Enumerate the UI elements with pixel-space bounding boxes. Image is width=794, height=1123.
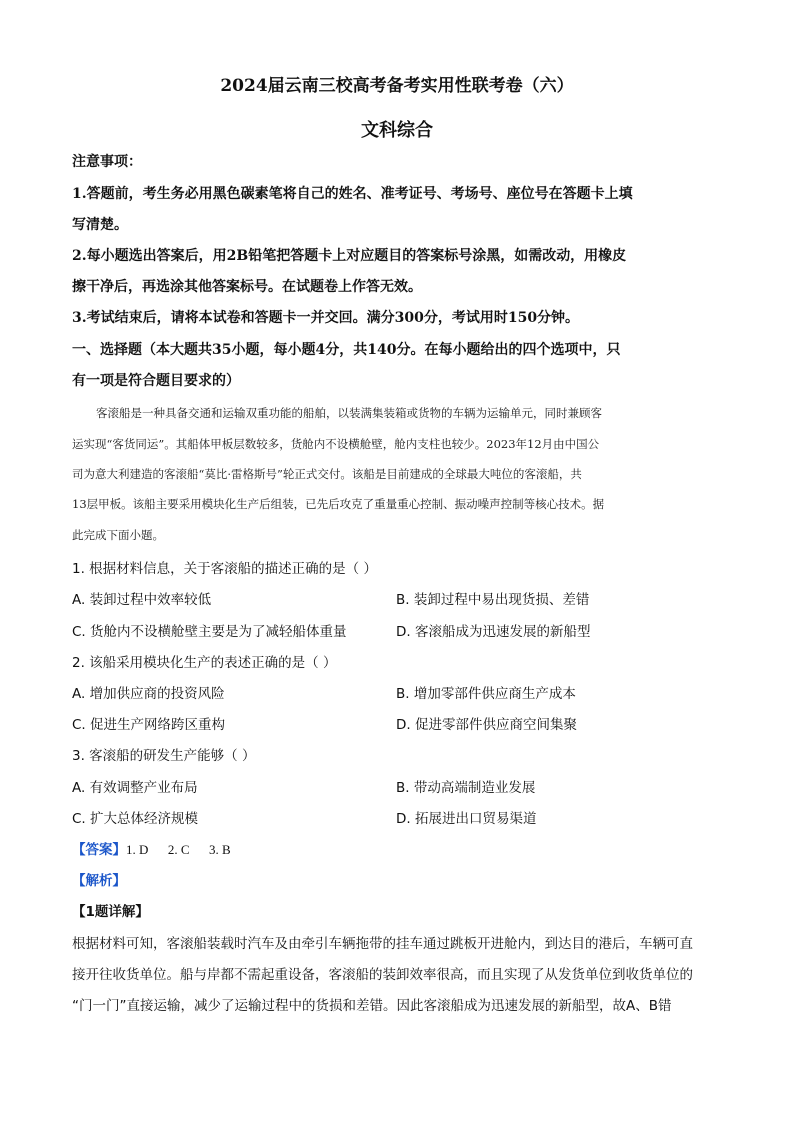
- exam-title: 2024届云南三校高考备考实用性联考卷（六）: [220, 76, 574, 96]
- notice-heading: 注意事项：: [72, 154, 142, 170]
- option-d: D. 促进零部件供应商空间集聚: [396, 717, 577, 733]
- option-b: B. 增加零部件供应商生产成本: [396, 686, 576, 702]
- material-line: 运实现“客货同运”。其船体甲板层数较多，货舱内不设横舱壁，舱内支柱也较少。2023年12月由中国公: [72, 437, 600, 451]
- detail-heading: 【1题详解】: [72, 904, 149, 920]
- material-line: 客滚船是一种具备交通和运输双重功能的船舶，以装满集装箱或货物的车辆为运输单元，同时兼顾客: [96, 406, 602, 420]
- explanation-line: 根据材料可知，客滚船装载时汽车及由牵引车辆拖带的挂车通过跳板开进舱内，到达目的港后，车辆可直: [72, 936, 693, 952]
- question-stem: 1. 根据材料信息，关于客滚船的描述正确的是（ ）: [72, 561, 377, 577]
- material-line: 此完成下面小题。: [72, 528, 164, 542]
- notice-line: 2.每小题选出答案后，用2B铅笔把答题卡上对应题目的答案标号涂黑，如需改动，用橡皮: [72, 248, 627, 264]
- subject-title: 文科综合: [361, 120, 433, 141]
- material-line: 13层甲板。该船主要采用模块化生产后组装，已先后攻克了重量重心控制、振动噪声控制等核心技术。据: [72, 497, 605, 511]
- section-heading: 有一项是符合题目要求的）: [72, 373, 240, 389]
- answer-line: [72, 838, 231, 858]
- explanation-line: “门一门”直接运输，减少了运输过程中的货损和差错。因此客滚船成为迅速发展的新船型，故A、B错: [72, 998, 672, 1014]
- answer-tag: 【答案】: [72, 842, 126, 858]
- explanation-line: 接开往收货单位。船与岸都不需起重设备，客滚船的装卸效率很高，而且实现了从发货单位到收货单位的: [72, 967, 693, 983]
- option-c: C. 货舱内不设横舱壁主要是为了减轻船体重量: [72, 624, 347, 640]
- option-b: B. 装卸过程中易出现货损、差错: [396, 592, 590, 608]
- option-a: A. 增加供应商的投资风险: [72, 686, 225, 702]
- question-stem: 2. 该船采用模块化生产的表述正确的是（ ）: [72, 655, 337, 671]
- option-c: C. 促进生产网络跨区重构: [72, 717, 226, 733]
- analysis-line: [72, 869, 126, 889]
- option-c: C. 扩大总体经济规模: [72, 811, 199, 827]
- analysis-tag: 【解析】: [72, 873, 126, 889]
- answer-text: 1. D 2. C 3. B: [126, 842, 231, 857]
- option-b: B. 带动高端制造业发展: [396, 780, 536, 796]
- option-a: A. 有效调整产业布局: [72, 780, 198, 796]
- notice-line: 写清楚。: [72, 217, 128, 233]
- notice-line: 1.答题前，考生务必用黑色碳素笔将自己的姓名、准考证号、考场号、座位号在答题卡上填: [72, 186, 633, 202]
- notice-line: 擦干净后，再选涂其他答案标号。在试题卷上作答无效。: [72, 279, 422, 295]
- notice-line: 3.考试结束后，请将本试卷和答题卡一并交回。满分300分，考试用时150分钟。: [72, 310, 580, 326]
- option-a: A. 装卸过程中效率较低: [72, 592, 212, 608]
- material-line: 司为意大利建造的客滚船“莫比·雷格斯号”轮正式交付。该船是目前建成的全球最大吨位的客滚船，共: [72, 467, 582, 481]
- question-stem: 3. 客滚船的研发生产能够（ ）: [72, 748, 256, 764]
- option-d: D. 客滚船成为迅速发展的新船型: [396, 624, 591, 640]
- section-heading: 一、选择题（本大题共35小题，每小题4分，共140分。在每小题给出的四个选项中，只: [72, 342, 621, 358]
- option-d: D. 拓展进出口贸易渠道: [396, 811, 537, 827]
